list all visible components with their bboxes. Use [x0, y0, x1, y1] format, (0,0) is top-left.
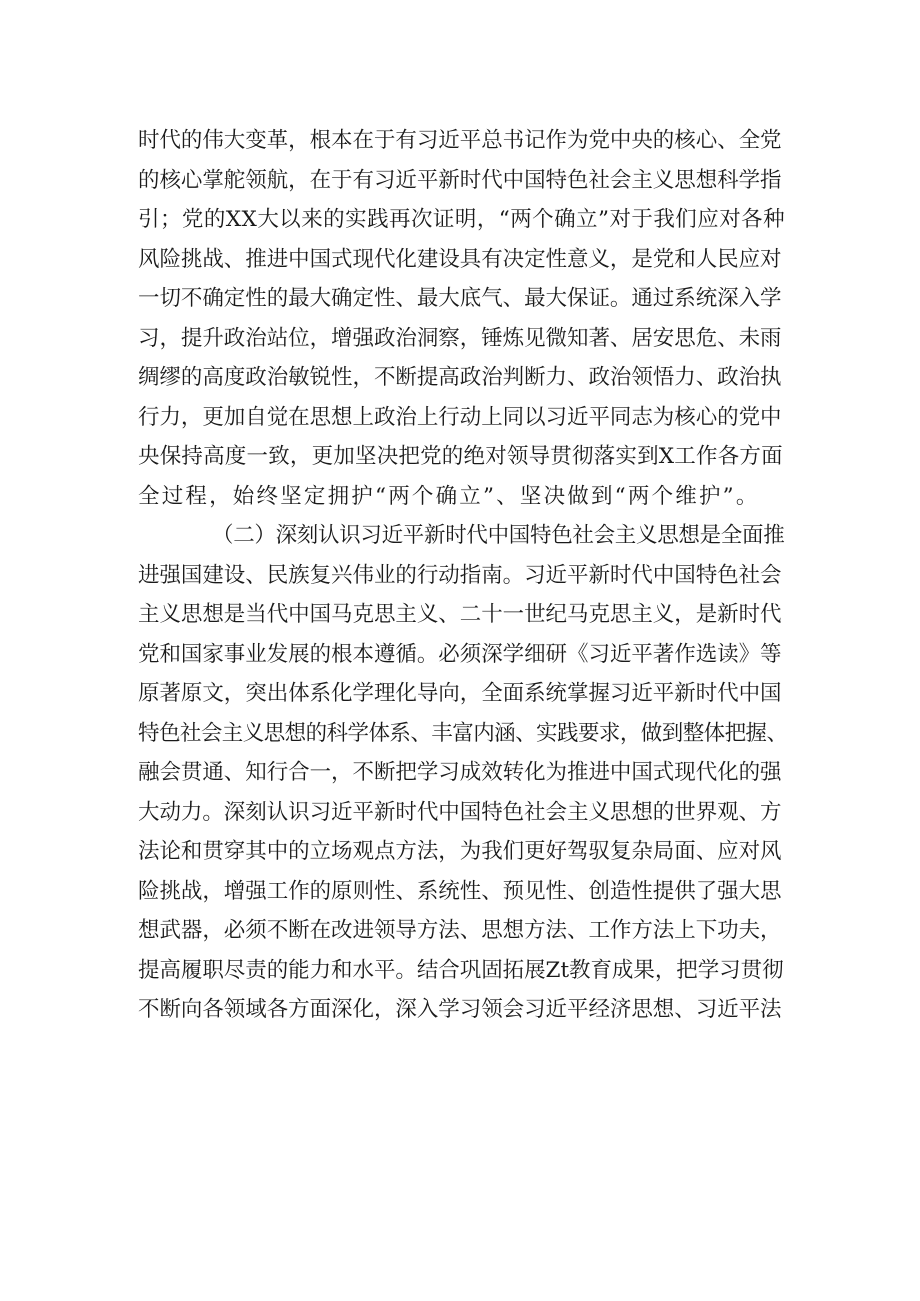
text-line: 央保持高度一致，更加坚决把党的绝对领导贯彻落实到X工作各方面: [138, 444, 783, 469]
text-line: （二）深刻认识习近平新时代中国特色社会主义思想是全面推: [212, 523, 785, 548]
text-line: 绸缪的高度政治敏锐性，不断提高政治判断力、政治领悟力、政治执: [138, 365, 782, 390]
text-line: 融会贯通、知行合一，不断把学习成效转化为推进中国式现代化的强: [138, 760, 782, 785]
text-line: 党和国家事业发展的根本遵循。必须深学细研《习近平著作选读》等: [138, 641, 782, 667]
document-body: [138, 121, 788, 1030]
text-line: 风险挑战、推进中国式现代化建设具有决定性意义，是党和人民应对: [138, 246, 782, 272]
text-line: 时代的伟大变革，根本在于有习近平总书记作为党中央的核心、全党: [138, 128, 782, 153]
text-line: 全过程，始终坚定拥护“两个确立”、坚决做到“两个维护”。: [138, 483, 760, 509]
text-line: 原著原文，突出体系化学理化导向，全面系统掌握习近平新时代中国: [138, 681, 782, 706]
text-line: 进强国建设、民族复兴伟业的行动指南。习近平新时代中国特色社会: [138, 562, 782, 588]
text-line: 不断向各领域各方面深化，深入学习领会习近平经济思想、习近平法: [138, 997, 782, 1022]
text-line: 险挑战，增强工作的原则性、系统性、预见性、创造性提供了强大思: [138, 878, 782, 904]
text-line: 引；党的XX大以来的实践再次证明，“两个确立”对于我们应对各种: [138, 207, 786, 232]
text-line: 大动力。深刻认识习近平新时代中国特色社会主义思想的世界观、方: [138, 799, 782, 825]
text-line: 法论和贯穿其中的立场观点方法，为我们更好驾驭复杂局面、应对风: [138, 839, 782, 864]
text-line: 特色社会主义思想的科学体系、丰富内涵、实践要求，做到整体把握、: [138, 720, 788, 746]
text-line: 一切不确定性的最大确定性、最大底气、最大保证。通过系统深入学: [138, 286, 782, 311]
text-line: 想武器，必须不断在改进领导方法、思想方法、工作方法上下功夫，: [138, 918, 782, 943]
text-line: 主义思想是当代中国马克思主义、二十一世纪马克思主义，是新时代: [138, 602, 782, 627]
text-line: 的核心掌舵领航，在于有习近平新时代中国特色社会主义思想科学指: [138, 167, 782, 193]
text-line: 习，提升政治站位，增强政治洞察，锤炼见微知著、居安思危、未雨: [138, 325, 782, 351]
text-line: 提高履职尽责的能力和水平。结合巩固拓展Zt教育成果，把学习贯彻: [138, 957, 784, 983]
text-line: 行力，更加自觉在思想上政治上行动上同以习近平同志为核心的党中: [138, 404, 782, 430]
